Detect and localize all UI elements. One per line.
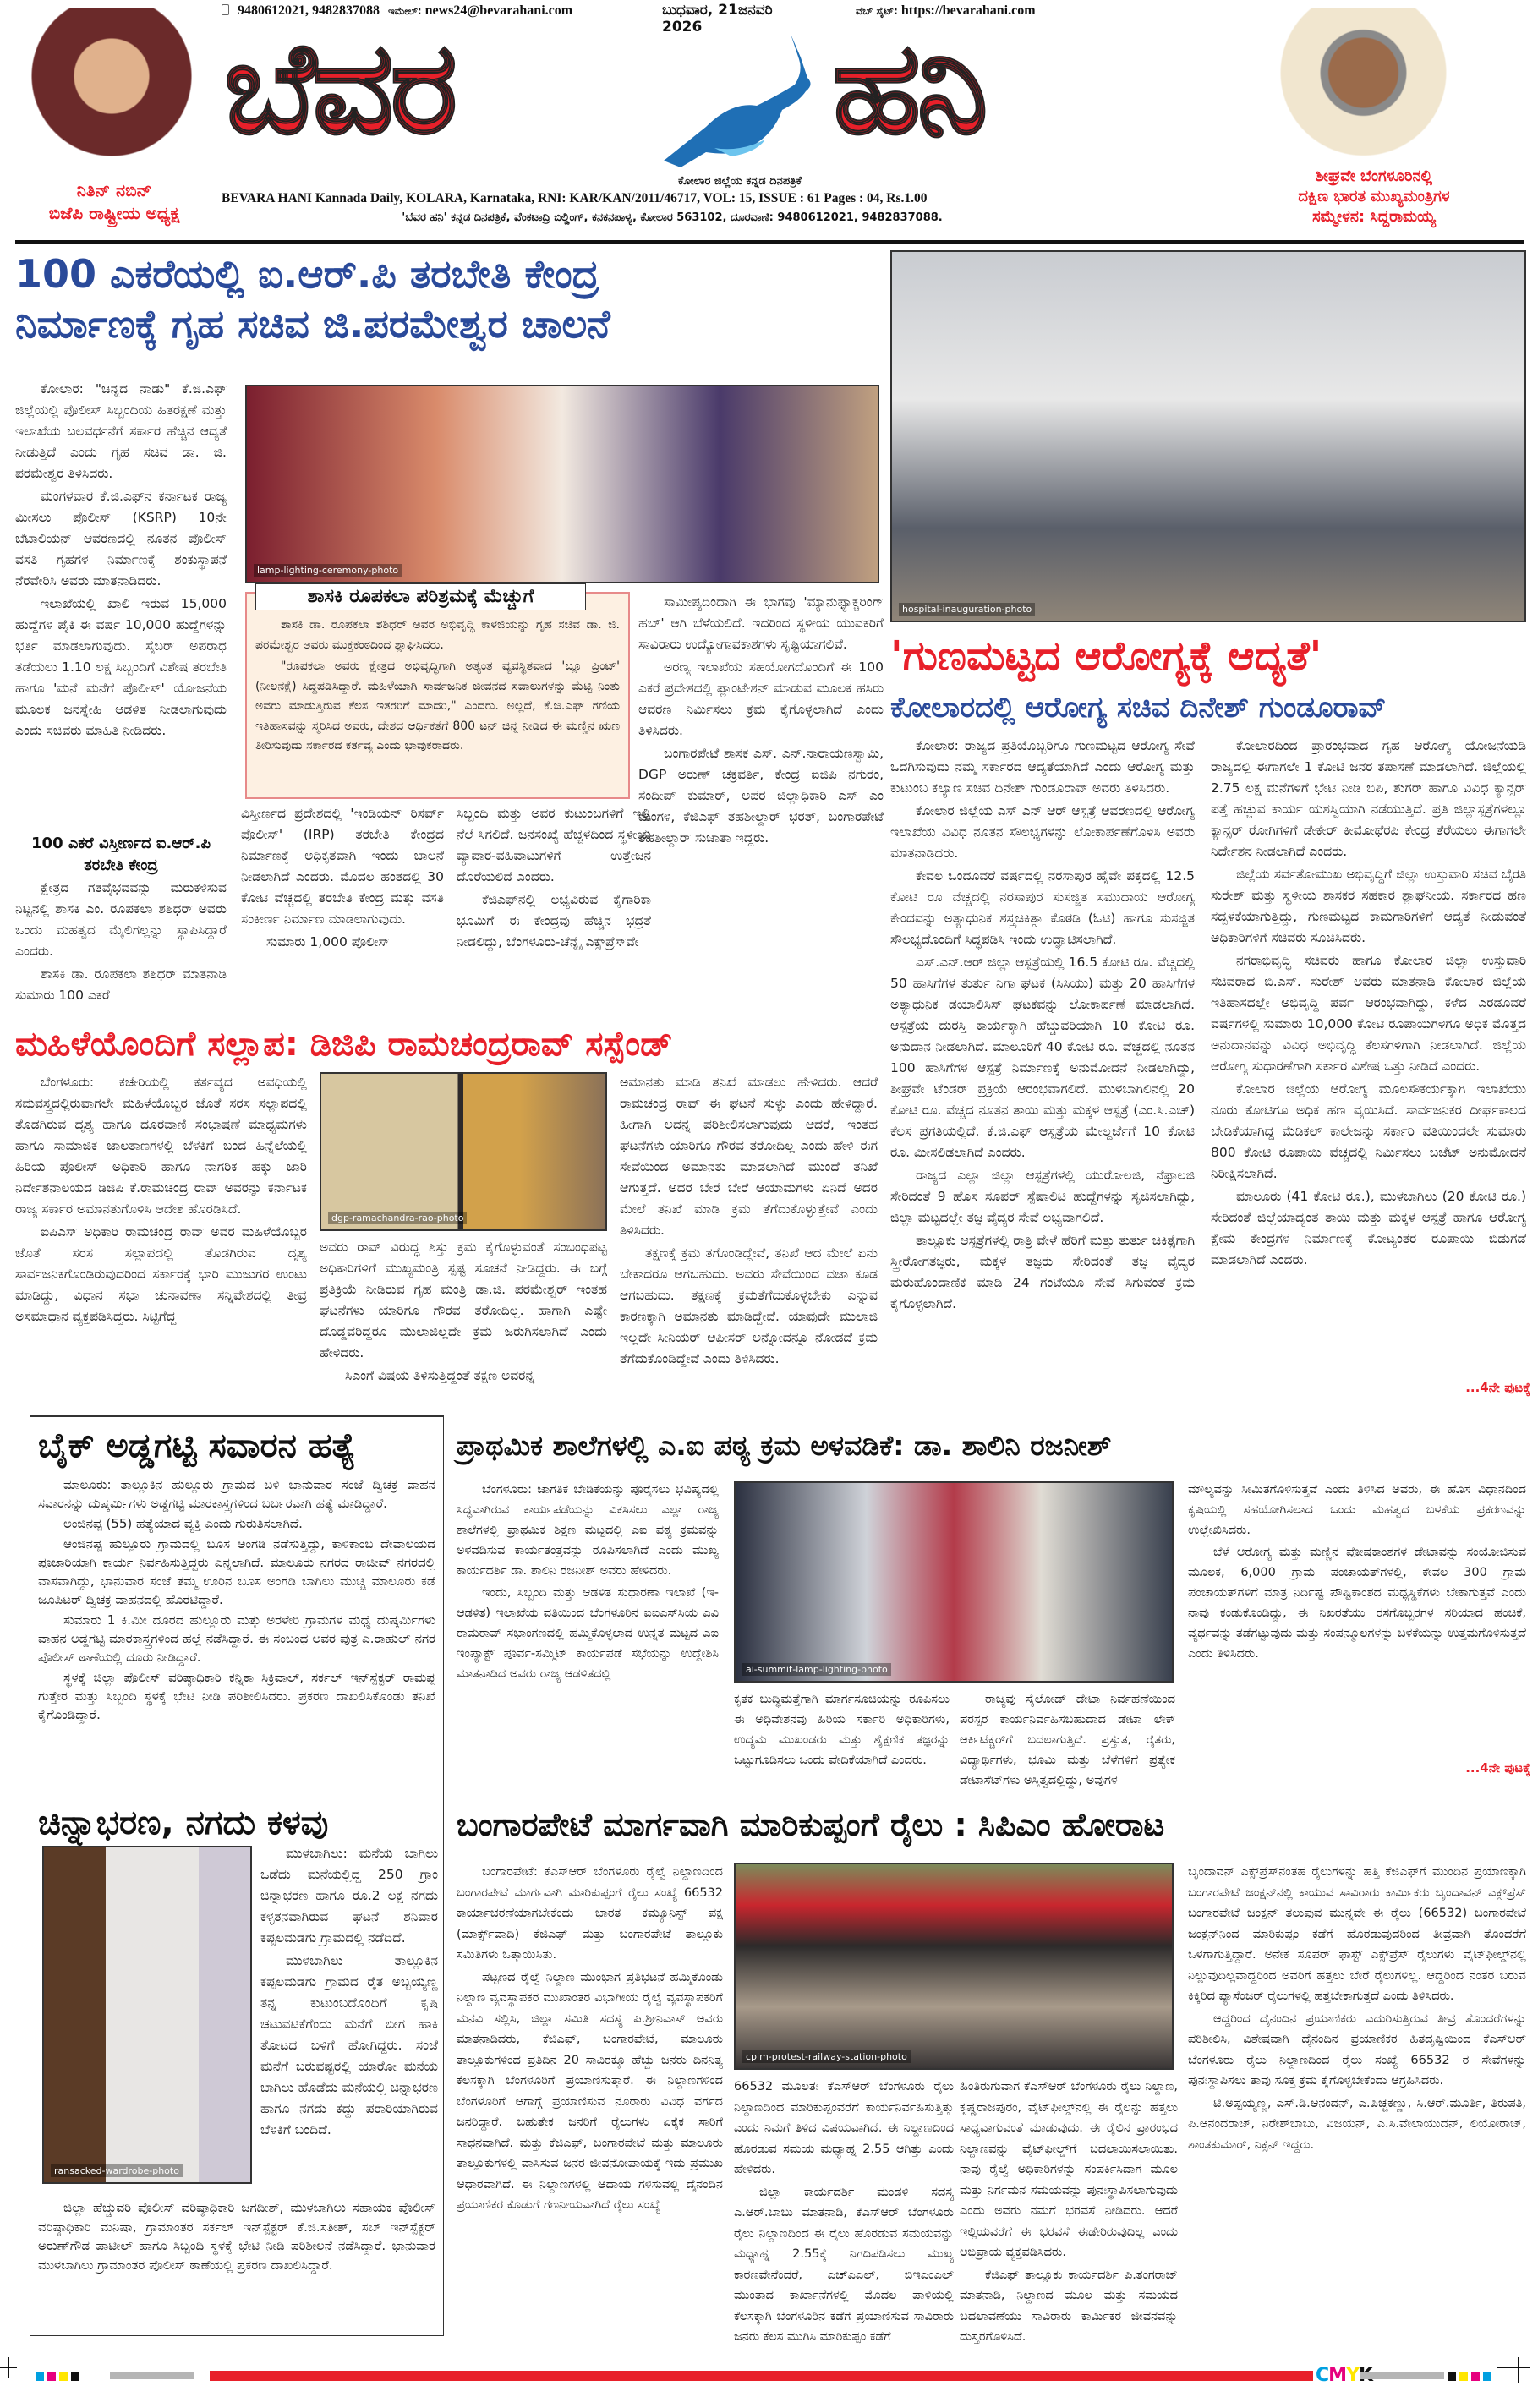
paragraph: ಅಂಜಿನಪ್ಪ (55) ಹತ್ಯೆಯಾದ ವ್ಯಕ್ತಿ ಎಂದು ಗುರುತಿಸಲಾಗಿದೆ.	[63, 1516, 303, 1531]
newspaper-title-left: ಬೆವರ	[224, 15, 455, 162]
paragraph: ಸುಮಾರು 1 ಕಿ.ಮೀ ದೂರದ ಹುಲ್ಲೂರು ಮತ್ತು ಅರಳೇರಿ ಗ್ರಾಮಗಳ ಮಧ್ಯೆ ದುಷ್ಕರ್ಮಿಗಳು ವಾಹನ ಅಡ್ಡಗಟ್ಟಿ ಮಾರಕಾಸ್ತ್ರಗಳಿಂದ ಹಲ್ಲೆ ನಡೆಸಿದ್ದಾರೆ. ಈ ಸಂಬಂಧ ಅವರ ಪುತ್ರ ಎ.ರಾಹುಲ್ ನಗರ ಪೊಲೀಸ್ ಠಾಣೆಯಲ್ಲಿ ದೂರು ನೀಡಿದ್ದಾರೆ.	[38, 1612, 435, 1665]
paragraph: ಮುಳಬಾಗಿಲು ತಾಲ್ಲೂಕಿನ ಕಪ್ಪಲಮಡಗು ಗ್ರಾಮದ ರೈತ ಅಬ್ಬಯ್ಯಣ್ಣ ತನ್ನ ಕುಟುಂಬದೊಂದಿಗೆ ಕೃಷಿ ಚಟುವಟಿಕೆಗೆಂದು ಮನೆಗೆ ಬೀಗ ಹಾಕಿ ತೋಟದ ಬಳಿಗೆ ಹೋಗಿದ್ದರು. ಸಂಜೆ ಮನೆಗೆ ಬರುವಷ್ಟರಲ್ಲಿ ಯಾರೋ ಮನೆಯ ಬಾಗಿಲು ಹೊಡೆದು ಮನೆಯಲ್ಲಿ ಚಿನ್ನಾಭರಣ ಹಾಗೂ ನಗದು ಕದ್ದು ಪರಾರಿಯಾಗಿರುವ ಬೆಳಕಿಗೆ ಬಂದಿದೆ.	[260, 1953, 438, 2137]
color-swatch-black	[71, 2372, 79, 2381]
health-headline-line2: ಕೋಲಾರದಲ್ಲಿ ಆರೋಗ್ಯ ಸಚಿವ ದಿನೇಶ್ ಗುಂಡೂರಾವ್	[890, 691, 1387, 725]
paragraph: ಬಂಗಾರಪೇಟೆ ಶಾಸಕ ಎಸ್. ಎನ್.ನಾರಾಯಣಸ್ವಾಮಿ, DGP ಅರುಣ್ ಚಕ್ರವರ್ತಿ, ಕೇಂದ್ರ ಐಜಿಪಿ ನಗುರಂ, ಸಂದೀಪ್ ಕುಮಾರ್, ಅಪರ ಜಿಲ್ಲಾಧಿಕಾರಿ ಎಸ್ ಎಂ ಮಂಗಳ, ಕೆಜಿಎಫ್ ತಹಶೀಲ್ದಾರ್ ಭರತ್, ಬಂಗಾರಪೇಟೆ ತಹಶೀಲ್ದಾರ್ ಸುಜಾತಾ ಇದ್ದರು.	[638, 746, 884, 846]
health-column-2	[1211, 736, 1526, 1378]
ai-column-3	[960, 1689, 1175, 1787]
paragraph: ವಿಸ್ತೀರ್ಣದ ಪ್ರದೇಶದಲ್ಲಿ 'ಇಂಡಿಯನ್ ರಿಸರ್ವ್ ಪೊಲೀಸ್' (IRP) ತರಬೇತಿ ಕೇಂದ್ರದ ನಿರ್ಮಾಣಕ್ಕೆ ಅಧಿಕೃತವಾಗಿ ಇಂದು ಚಾಲನೆ ನೀಡಲಾಗಿದೆ ಎಂದರು. ಮೊದಲ ಹಂತದಲ್ಲಿ 30 ಕೋಟಿ ವೆಚ್ಚದಲ್ಲಿ ತರಬೇತಿ ಕೇಂದ್ರ ಮತ್ತು ವಸತಿ ಸಂಕೀರ್ಣ ನಿರ್ಮಾಣ ಮಾಡಲಾಗುವುದು.	[241, 806, 444, 927]
paragraph: ಶಾಸಕಿ ಡಾ. ರೂಪಕಲಾ ಶಶಿಧರ್ ಅವರ ಅಭಿವೃದ್ಧಿ ಕಾಳಜಿಯನ್ನು ಗೃಹ ಸಚಿವ ಡಾ. ಜಿ. ಪರಮೇಶ್ವರ ಅವರು ಮುಕ್ತಕಂಠದಿಂದ ಶ್ಲಾಘಿಸಿದರು.	[255, 618, 620, 652]
photo-caption: hospital-inauguration-photo	[899, 603, 1035, 616]
paragraph: ಹಿಂತಿರುಗುವಾಗ ಕೆಎಸ್‌ಆರ್ ಬೆಂಗಳೂರು ರೈಲು ನಿಲ್ದಾಣ, ಕೃಷ್ಣರಾಜಪುರಂ, ವೈಟ್‌ಫೀಲ್ಡ್‌ನಲ್ಲಿ ಈ ರೈಲನ್ನು ಹತ್ತಲು ಸಾಧ್ಯವಾಗುವಂತೆ ಮಾಡುವುದು. ಈ ರೈಲಿನ ಪ್ರಾರಂಭದ ನಿಲ್ದಾಣವನ್ನು ವೈಟ್‌ಫೀಲ್ಡ್‌ಗೆ ಬದಲಾಯಿಸಲಾಯಿತು. ನಾವು ರೈಲ್ವೆ ಅಧಿಕಾರಿಗಳನ್ನು ಸಂಪರ್ಕಿಸಿದಾಗ ಮೂಲ ಮತ್ತು ನಿರ್ಗಮನ ಸಮಯವನ್ನು ಪುನಃಸ್ಥಾಪಿಸಲಾಗುವುದು ಎಂದು ಅವರು ನಮಗೆ ಭರವಸೆ ನೀಡಿದರು. ಆದರೆ ಇಲ್ಲಿಯವರೆಗೆ ಈ ಭರವಸೆ ಈಡೇರಿರುವುದಿಲ್ಲ ಎಂದು ಅಭಿಪ್ರಾಯ ವ್ಯಕ್ತಪಡಿಸಿದರು.	[960, 2080, 1178, 2259]
paragraph: ಪಟ್ಟಣದ ರೈಲ್ವೆ ನಿಲ್ದಾಣ ಮುಂಭಾಗ ಪ್ರತಿಭಟನೆ ಹಮ್ಮಿಕೊಂಡು ನಿಲ್ದಾಣ ವ್ಯವಸ್ಥಾಪಕರ ಮುಖಾಂತರ ವಿಭಾಗೀಯ ರೈಲ್ವೆ ವ್ಯವಸ್ಥಾಪಕರಿಗೆ ಮನವಿ ಸಲ್ಲಿಸಿ, ಜಿಲ್ಲಾ ಸಮಿತಿ ಸದಸ್ಯ ಪಿ.ಶ್ರೀನಿವಾಸ್ ಅವರು ಮಾತನಾಡಿದರು, ಕೆಜಿಎಫ್, ಬಂಗಾರಪೇಟೆ, ಮಾಲೂರು ತಾಲ್ಲೂಕುಗಳಿಂದ ಪ್ರತಿದಿನ 20 ಸಾವಿರಕ್ಕೂ ಹೆಚ್ಚು ಜನರು ದಿನನಿತ್ಯ ಕೆಲಸಕ್ಕಾಗಿ ಬೆಂಗಳೂರಿಗೆ ಪ್ರಯಾಣಿಸುತ್ತಾರೆ. ಈ ನಿಲ್ದಾಣಗಳಿಂದ ಬೆಂಗಳೂರಿಗೆ ಆಗಾಗ್ಗೆ ಪ್ರಯಾಣಿಸುವ ನೂರಾರು ವಿವಿಧ ವರ್ಗದ ಜನರಿದ್ದಾರೆ. ಬಹುತೇಕ ಜನರಿಗೆ ರೈಲುಗಳು ಏಕೈಕ ಸಾರಿಗೆ ಸಾಧನವಾಗಿದೆ. ಮತ್ತು ಕೆಜಿಎಫ್, ಬಂಗಾರಪೇಟೆ ಮತ್ತು ಮಾಲೂರು ತಾಲ್ಲೂಕುಗಳಲ್ಲಿ ವಾಸಿಸುವ ಜನರ ಜೀವನೋಪಾಯಕ್ಕೆ ಇದು ಪ್ರಮುಖ ಆಧಾರವಾಗಿದೆ. ಈ ನಿಲ್ದಾಣಗಳಲ್ಲಿ ಆದಾಯ ಗಳಿಸುವಲ್ಲಿ ದೈನಂದಿನ ಪ್ರಯಾಣಿಕರ ಕೊಡುಗೆ ಗಣನೀಯವಾಗಿದೆ ರೈಲು ಸಂಖ್ಯೆ	[457, 1970, 723, 2212]
paragraph: ಆಂಜಿನಪ್ಪ ಹುಲ್ಲೂರು ಗ್ರಾಮದಲ್ಲಿ ಬೂಸ ಅಂಗಡಿ ನಡೆಸುತ್ತಿದ್ದು, ಕಾಳಿಕಾಂಬ ದೇವಾಲಯದ ಪೂಜಾರಿಯಾಗಿ ಕಾರ್ಯ ನಿರ್ವಹಿಸುತ್ತಿದ್ದರು ಎನ್ನಲಾಗಿದೆ. ಮಾಲೂರು ನಗರದ ರಾಜೀವ್ ನಗರದಲ್ಲಿ ವಾಸವಾಗಿದ್ದು, ಭಾನುವಾರ ಸಂಜೆ ತಮ್ಮ ಊರಿನ ಬೂಸ ಅಂಗಡಿ ಬಾಗಿಲು ಮುಚ್ಚಿ ಮಾಲೂರು ಕಡೆ ಜೂಪಿಟರ್ ದ್ವಿಚಕ್ರ ವಾಹನದಲ್ಲಿ ಹೊರಟಿದ್ದಾರೆ.	[38, 1536, 435, 1607]
color-swatch-cyan-r	[1483, 2372, 1491, 2381]
crop-mark-right-vertical	[1518, 2357, 1519, 2383]
paragraph: ಕೋಲಾರದಿಂದ ಪ್ರಾರಂಭವಾದ ಗೃಹ ಆರೋಗ್ಯ ಯೋಜನೆಯಡಿ ರಾಜ್ಯದಲ್ಲಿ ಈಗಾಗಲೇ 1 ಕೋಟಿ ಜನರ ತಪಾಸಣೆ ಮಾಡಲಾಗಿದೆ. ಜಿಲ್ಲೆಯಲ್ಲಿ 2.75 ಲಕ್ಷ ಮನೆಗಳಿಗೆ ಭೇಟಿ ನೀಡಿ ಬಿಪಿ, ಶುಗರ್ ಹಾಗೂ ವಿವಿಧ ಕ್ಯಾನ್ಸರ್ ಪತ್ತೆ ಹಚ್ಚುವ ಕಾರ್ಯ ಯಶಸ್ವಿಯಾಗಿ ನಡೆಯುತ್ತಿದೆ. ಪ್ರತಿ ಜಿಲ್ಲಾಸ್ಪತ್ರೆಗಳಲ್ಲೂ ಕ್ಯಾನ್ಸರ್ ರೋಗಿಗಳಿಗೆ ಡೇಕೇರ್ ಕೀಮೋಥೆರಪಿ ಕೇಂದ್ರ ತೆರೆಯಲು ಈಗಾಗಲೇ ನಿರ್ದೇಶನ ನೀಡಲಾಗಿದೆ ಎಂದರು.	[1211, 738, 1526, 859]
paragraph: ಕೃತಕ ಬುದ್ಧಿಮತ್ತೆಗಾಗಿ ಮಾರ್ಗಸೂಚಿಯನ್ನು ರೂಪಿಸಲು ಈ ಅಧಿವೇಶನವು ಹಿರಿಯ ಸರ್ಕಾರಿ ಅಧಿಕಾರಿಗಳು, ಉದ್ಯಮ ಮುಖಂಡರು ಮತ್ತು ಶೈಕ್ಷಣಿಕ ತಜ್ಞರನ್ನು ಒಟ್ಟುಗೂಡಿಸಲು ಒಂದು ವೇದಿಕೆಯಾಗಿದೆ ಎಂದರು.	[734, 1693, 950, 1767]
paragraph: ಕೋಲಾರ ಜಿಲ್ಲೆಯ ಆರೋಗ್ಯ ಮೂಲಸೌಕರ್ಯಕ್ಕಾಗಿ ಇಲಾಖೆಯು ನೂರು ಕೋಟಿಗೂ ಅಧಿಕ ಹಣ ವ್ಯಯಿಸಿದೆ. ಸಾರ್ವಜನಿಕರ ದೀರ್ಘಕಾಲದ ಬೇಡಿಕೆಯಾಗಿದ್ದ ಮೆಡಿಕಲ್ ಕಾಲೇಜನ್ನು ಸರ್ಕಾರಿ ವತಿಯಿಂದಲೇ ಸುಮಾರು 800 ಕೋಟಿ ರೂಪಾಯಿ ವೆಚ್ಚದಲ್ಲಿ ನಿರ್ಮಿಸಲು ಬಜೆಟ್ ಅನುಮೋದನೆ ನಿರೀಕ್ಷಿಸಲಾಗಿದೆ.	[1211, 1081, 1526, 1181]
irp-headline-line2: ನಿರ್ಮಾಣಕ್ಕೆ ಗೃಹ ಸಚಿವ ಜಿ.ಪರಮೇಶ್ವರ ಚಾಲನೆ	[15, 301, 610, 347]
crop-mark-right	[1497, 2367, 1530, 2368]
color-swatch-yellow	[59, 2372, 68, 2381]
photo-caption: ai-summit-lamp-lighting-photo	[742, 1663, 891, 1676]
cmyk-label: CMY	[1316, 2365, 1359, 2386]
paragraph: ಅವರು ರಾವ್ ವಿರುದ್ಧ ಶಿಸ್ತು ಕ್ರಮ ಕೈಗೊಳ್ಳುವಂತೆ ಸಂಬಂಧಪಟ್ಟ ಅಧಿಕಾರಿಗಳಿಗೆ ಮುಖ್ಯಮಂತ್ರಿ ಸ್ಪಷ್ಟ ಸೂಚನೆ ನೀಡಿದ್ದರು. ಈ ಬಗ್ಗೆ ಪ್ರತಿಕ್ರಿಯೆ ನೀಡಿರುವ ಗೃಹ ಮಂತ್ರಿ ಡಾ.ಜಿ. ಪರಮೇಶ್ವರ್ ಇಂತಹ ಘಟನೆಗಳು ಯಾರಿಗೂ ಗೌರವ ತರೋದಿಲ್ಲ. ಹಾಗಾಗಿ ಎಷ್ಟೇ ದೊಡ್ಡವರಿದ್ದರೂ ಮುಲಾಜಿಲ್ಲದೇ ಕ್ರಮ ಜರುಗಿಸಲಾಗಿದೆ ಎಂದು ಹೇಳಿದರು.	[320, 1240, 607, 1360]
paragraph: ಮಾಲೂರು: ತಾಲ್ಲೂಕಿನ ಹುಲ್ಲೂರು ಗ್ರಾಮದ ಬಳಿ ಭಾನುವಾರ ಸಂಜೆ ದ್ವಿಚಕ್ರ ವಾಹನ ಸವಾರನನ್ನು ದುಷ್ಕರ್ಮಿಗಳು ಅಡ್ಡಗಟ್ಟಿ ಮಾರಕಾಸ್ತ್ರಗಳಿಂದ ಬರ್ಬರವಾಗಿ ಹತ್ಯೆ ಮಾಡಿದ್ದಾರೆ.	[38, 1477, 435, 1511]
photo-caption: lamp-lighting-ceremony-photo	[254, 564, 402, 577]
email-address[interactable]: news24@bevarahani.com	[424, 3, 573, 18]
irp-column-1b	[15, 878, 227, 1017]
paragraph: ರಾಜ್ಯದ ಎಲ್ಲಾ ಜಿಲ್ಲಾ ಆಸ್ಪತ್ರೆಗಳಲ್ಲಿ ಯುರೋಲಜಿ, ನೆಫ್ರಾಲಜಿ ಸೇರಿದಂತೆ 9 ಹೊಸ ಸೂಪರ್ ಸ್ಪೆಷಾಲಿಟಿ ಹುದ್ದೆಗಳನ್ನು ಸೃಜಿಸಲಾಗಿದ್ದು, ಜಿಲ್ಲಾ ಮಟ್ಟದಲ್ಲೇ ತಜ್ಞ ವೈದ್ಯರ ಸೇವೆ ಲಭ್ಯವಾಗಲಿದೆ.	[890, 1168, 1195, 1225]
paragraph: ಸಾಮೀಪ್ಯದಿಂದಾಗಿ ಈ ಭಾಗವು 'ಮ್ಯಾನುಫ್ಯಾಕ್ಚರಿಂಗ್ ಹಬ್' ಆಗಿ ಬೆಳೆಯಲಿದೆ. ಇದರಿಂದ ಸ್ಥಳೀಯ ಯುವಕರಿಗೆ ಸಾವಿರಾರು ಉದ್ಯೋಗಾವಕಾಶಗಳು ಸೃಷ್ಟಿಯಾಗಲಿವೆ.	[638, 594, 884, 652]
color-swatch-magenta-r	[1471, 2372, 1480, 2381]
paragraph: ಜಿಲ್ಲೆಯ ಸರ್ವತೋಮುಖ ಅಭಿವೃದ್ಧಿಗೆ ಜಿಲ್ಲಾ ಉಸ್ತುವಾರಿ ಸಚಿವ ಬೈರತಿ ಸುರೇಶ್ ಮತ್ತು ಸ್ಥಳೀಯ ಶಾಸಕರ ಸಹಕಾರ ಶ್ಲಾಘನೀಯ. ಸರ್ಕಾರದ ಹಣ ಸದ್ಬಳಕೆಯಾಗುತ್ತಿದ್ದು, ಗುಣಮಟ್ಟದ ಕಾಮಗಾರಿಗಳಿಗೆ ಆದ್ಯತೆ ನೀಡುವಂತೆ ಅಧಿಕಾರಿಗಳಿಗೆ ಸಚಿವರು ಸೂಚಿಸಿದರು.	[1211, 867, 1526, 945]
dgp-column-1	[15, 1072, 307, 1402]
paragraph: ಬೆಂಗಳೂರು: ಕಚೇರಿಯಲ್ಲಿ ಕರ್ತವ್ಯದ ಅವಧಿಯಲ್ಲಿ ಸಮವಸ್ತ್ರದಲ್ಲಿರುವಾಗಲೇ ಮಹಿಳೆಯೊಬ್ಬರ ಜೊತೆ ಸರಸ ಸಲ್ಲಾಪದಲ್ಲಿ ತೊಡಗಿರುವ ದೃಶ್ಯ ಹಾಗೂ ದೂರವಾಣಿ ಸಂಭಾಷಣೆ ಮಾಧ್ಯಮಗಳು ಹಾಗೂ ಸಾಮಾಜಿಕ ಜಾಲತಾಣಗಳಲ್ಲಿ ಬೆಳಕಿಗೆ ಬಂದ ಹಿನ್ನೆಲೆಯಲ್ಲಿ ಹಿರಿಯ ಪೊಲೀಸ್ ಅಧಿಕಾರಿ ಹಾಗೂ ನಾಗರಿಕ ಹಕ್ಕು ಜಾರಿ ನಿರ್ದೇಶನಾಲಯದ ಡಿಜಿಪಿ ಕೆ.ರಾಮಚಂದ್ರ ರಾವ್ ಅವರನ್ನು ಕರ್ನಾಟಕ ರಾಜ್ಯ ಸರ್ಕಾರ ಅಮಾನತುಗೊಳಿಸಿ ಆದೇಶ ಹೊರಡಿಸಿದೆ.	[15, 1075, 307, 1217]
paragraph: ಆದ್ದರಿಂದ ದೈನಂದಿನ ಪ್ರಯಾಣಿಕರು ಎದುರಿಸುತ್ತಿರುವ ತೀವ್ರ ತೊಂದರೆಗಳನ್ನು ಪರಿಶೀಲಿಸಿ, ವಿಶೇಷವಾಗಿ ದೈನಂದಿನ ಪ್ರಯಾಣಿಕರ ಹಿತದೃಷ್ಟಿಯಿಂದ ಕೆಎಸ್‌ಆರ್ ಬೆಂಗಳೂರು ರೈಲು ನಿಲ್ದಾಣದಿಂದ ರೈಲು ಸಂಖ್ಯೆ 66532 ರ ಸೇವೆಗಳನ್ನು ಪುನಃಸ್ಥಾಪಿಸಲು ತಾವು ಸೂಕ್ತ ಕ್ರಮ ಕೈಗೊಳ್ಳಬೇಕೆಂದು ಆಗ್ರಹಿಸಿದರು.	[1188, 2011, 1526, 2088]
bike-body	[38, 1475, 435, 1792]
paragraph: ಬಂಗಾರಪೇಟೆ: ಕೆಎಸ್‌ಆರ್ ಬೆಂಗಳೂರು ರೈಲ್ವೆ ನಿಲ್ದಾಣದಿಂದ ಬಂಗಾರಪೇಟೆ ಮಾರ್ಗವಾಗಿ ಮಾರಿಕುಪ್ಪಂಗೆ ರೈಲು ಸಂಖ್ಯೆ 66532 ಕಾರ್ಯಾಚರಣೆಯಾಗಬೇಕೆಂದು ಭಾರತ ಕಮ್ಯೂನಿಸ್ಟ್ ಪಕ್ಷ (ಮಾರ್ಕ್ಸ್‌ವಾದಿ) ಕೆಜಿಎಫ್ ಮತ್ತು ಬಂಗಾರಪೇಟೆ ತಾಲ್ಲೂಕು ಸಮಿತಿಗಳು ಒತ್ತಾಯಿಸಿತು.	[457, 1865, 723, 1962]
antelope-logo-icon	[655, 25, 824, 173]
paragraph: ಸಿಬ್ಬಂದಿ ಮತ್ತು ಅವರ ಕುಟುಂಬಗಳಿಗೆ ಇಲ್ಲಿ ನೆಲೆ ಸಿಗಲಿದೆ. ಜನಸಂಖ್ಯೆ ಹೆಚ್ಚಳದಿಂದ ಸ್ಥಳೀಯ ವ್ಯಾಪಾರ-ವಹಿವಾಟುಗಳಿಗೆ ಉತ್ತೇಜನ ದೊರೆಯಲಿದೆ ಎಂದರು.	[457, 806, 651, 884]
newspaper-title-right: ಹನಿ	[833, 15, 985, 162]
paragraph: ಕೋಲಾರ: ರಾಜ್ಯದ ಪ್ರತಿಯೊಬ್ಬರಿಗೂ ಗುಣಮಟ್ಟದ ಆರೋಗ್ಯ ಸೇವೆ ಒದಗಿಸುವುದು ನಮ್ಮ ಸರ್ಕಾರದ ಆದ್ಯತೆಯಾಗಿದೆ ಎಂದು ಆರೋಗ್ಯ ಮತ್ತು ಕುಟುಂಬ ಕಲ್ಯಾಣ ಸಚಿವ ದಿನೇಶ್ ಗುಂಡೂರಾವ್ ಅವರು ತಿಳಿಸಿದರು.	[890, 738, 1195, 796]
paragraph: ಬೆಳೆ ಆರೋಗ್ಯ ಮತ್ತು ಮಣ್ಣಿನ ಪೋಷಕಾಂಶಗಳ ಡೇಟಾವನ್ನು ಸಂಯೋಜಿಸುವ ಮೂಲಕ, 6,000 ಗ್ರಾಮ ಪಂಚಾಯತ್‌ಗಳಲ್ಲಿ, ಕೇವಲ 300 ಗ್ರಾಮ ಪಂಚಾಯತ್‌ಗಳಿಗೆ ಮಾತ್ರ ನಿರ್ದಿಷ್ಟ ಪೌಷ್ಟಿಕಾಂಶದ ಮಧ್ಯಸ್ಥಿಕೆಗಳು ಬೇಕಾಗುತ್ತವೆ ಎಂದು ನಾವು ಕಂಡುಕೊಂಡಿದ್ದು, ಈ ನಿಖರತೆಯು ರಸಗೊಬ್ಬರಗಳ ಸರಿಯಾದ ಹಂಚಿಕೆ, ವ್ಯರ್ಥವನ್ನು ತಡೆಗಟ್ಟುವುದು ಮತ್ತು ಸಂಪನ್ಮೂಲಗಳನ್ನು ಬಳಕೆಯನ್ನು ಉತ್ತಮಗೊಳಿಸುತ್ತದೆ ಎಂದು ತಿಳಿಸಿದರು.	[1188, 1546, 1526, 1661]
train-column-2	[734, 2077, 954, 2344]
bike-headline: ಬೈಕ್ ಅಡ್ಡಗಟ್ಟಿ ಸವಾರನ ಹತ್ಯೆ	[38, 1426, 356, 1465]
paragraph: ರಾಜ್ಯವು ಸೈಲೋಡ್ ಡೇಟಾ ನಿರ್ವಹಣೆಯಿಂದ ಪರಸ್ಪರ ಕಾರ್ಯನಿರ್ವಹಿಸಬಹುದಾದ ಡೇಟಾ ಲೇಕ್ ಆರ್ಕಿಟೆಕ್ಚರ್‌ಗೆ ಬದಲಾಗುತ್ತಿದೆ. ಪ್ರಸ್ತುತ, ರೈತರು, ವಿದ್ಯಾರ್ಥಿಗಳು, ಭೂಮಿ ಮತ್ತು ಬೆಳೆಗಳಿಗೆ ಪ್ರತ್ಯೇಕ ಡೇಟಾಸೆಟ್‌ಗಳು ಅಸ್ತಿತ್ವದಲ್ಲಿದ್ದು, ಅವುಗಳ	[960, 1693, 1175, 1787]
registration-line: BEVARA HANI Kannada Daily, KOLARA, Karnataka, RNI: KAR/KAN/2011/46717, VOL: 15, ISSUE : 61 Pages : 04, Rs.1.00	[222, 191, 928, 205]
website-label: ವೆಬ್ ಸೈಟ್:	[856, 5, 898, 17]
paragraph: 66532 ಮೂಲತಃ ಕೆಎಸ್‌ಆರ್ ಬೆಂಗಳೂರು ರೈಲು ನಿಲ್ದಾಣದಿಂದ ಮಾರಿಕುಪ್ಪಂವರೆಗೆ ಕಾರ್ಯನಿರ್ವಹಿಸುತ್ತಿತ್ತು ಎಂದು ನಿಮಗೆ ತಿಳಿದ ವಿಷಯವಾಗಿದೆ. ಈ ನಿಲ್ದಾಣದಿಂದ ಹೊರಡುವ ಸಮಯ ಮಧ್ಯಾಹ್ನ 2.55 ಆಗಿತ್ತು ಎಂದು ಹೇಳಿದರು.	[734, 2080, 954, 2176]
paragraph: ಇಲಾಖೆಯಲ್ಲಿ ಖಾಲಿ ಇರುವ 15,000 ಹುದ್ದೆಗಳ ಪೈಕಿ ಈ ವರ್ಷ 10,000 ಹುದ್ದೆಗಳನ್ನು ಭರ್ತಿ ಮಾಡಲಾಗುವುದು. ಸೈಬರ್ ಅಪರಾಧ ತಡೆಯಲು 1.10 ಲಕ್ಷ ಸಿಬ್ಬಂದಿಗೆ ವಿಶೇಷ ತರಬೇತಿ ಹಾಗೂ 'ಮನೆ ಮನೆಗೆ ಪೊಲೀಸ್' ಯೋಜನೆಯ ಮೂಲಕ ಜನಸ್ನೇಹಿ ಆಡಳಿತ ನೀಡಲಾಗುವುದು ಎಂದು ಸಚಿವರು ಮಾಹಿತಿ ನೀಡಿದರು.	[15, 596, 227, 738]
right-ear-line3: ಸಮ್ಮೇಳನ: ಸಿದ್ದರಾಮಯ್ಯ	[1312, 208, 1436, 226]
irp-sidebar-box	[245, 586, 630, 799]
paragraph: ಬೆಂಗಳೂರು: ಜಾಗತಿಕ ಬೇಡಿಕೆಯನ್ನು ಪೂರೈಸಲು ಭವಿಷ್ಯದಲ್ಲಿ ಸಿದ್ಧವಾಗಿರುವ ಕಾರ್ಯಪಡೆಯನ್ನು ವಿಕಸಿಸಲು ಎಲ್ಲಾ ರಾಜ್ಯ ಶಾಲೆಗಳಲ್ಲಿ ಪ್ರಾಥಮಿಕ ಶಿಕ್ಷಣ ಮಟ್ಟದಲ್ಲಿ ಎಐ ಪಠ್ಯ ಕ್ರಮವನ್ನು ಅಳವಡಿಸುವ ಕಾರ್ಯತಂತ್ರವನ್ನು ರೂಪಿಸಲಾಗಿದೆ ಎಂದು ಮುಖ್ಯ ಕಾರ್ಯದರ್ಶಿ ಡಾ. ಶಾಲಿನಿ ರಜನೀಶ್ ಅವರು ಹೇಳಿದರು.	[457, 1483, 719, 1578]
health-event-photo	[890, 250, 1526, 622]
photo-caption: dgp-ramachandra-rao-photo	[328, 1212, 467, 1224]
photo-caption: ransacked-wardrobe-photo	[51, 2164, 183, 2177]
right-ear-line2: ದಕ್ಷಿಣ ಭಾರತ ಮುಖ್ಯಮಂತ್ರಿಗಳ	[1298, 188, 1450, 205]
photo-caption: cpim-protest-railway-station-photo	[742, 2050, 911, 2063]
theft-headline: ಚಿನ್ನಾಭರಣ, ನಗದು ಕಳವು	[38, 1803, 329, 1842]
dgp-column-3	[620, 1072, 878, 1402]
train-protest-photo	[734, 1863, 1174, 2070]
paragraph: ಜಿಲ್ಲಾ ಕಾರ್ಯದರ್ಶಿ ಮಂಡಳಿ ಸದಸ್ಯ ಎ.ಆರ್.ಬಾಬು ಮಾತನಾಡಿ, ಕೆಎಸ್‌ಆರ್ ಬೆಂಗಳೂರು ರೈಲು ನಿಲ್ದಾಣದಿಂದ ಈ ರೈಲು ಹೊರಡುವ ಸಮಯವನ್ನು ಮಧ್ಯಾಹ್ನ 2.55ಕ್ಕೆ ನಿಗದಿಪಡಿಸಲು ಮುಖ್ಯ ಕಾರಣವೇನೆಂದರೆ, ಎಚ್‌ಎಎಲ್, ಬಿಇಎಂಎಲ್ ಮುಂತಾದ ಕಾರ್ಖಾನೆಗಳಲ್ಲಿ ಮೊದಲ ಪಾಳಿಯಲ್ಲಿ ಕೆಲಸಕ್ಕಾಗಿ ಬೆಂಗಳೂರಿನ ಕಡೆಗೆ ಪ್ರಯಾಣಿಸುವ ಸಾವಿರಾರು ಜನರು ಕೆಲಸ ಮುಗಿಸಿ ಮಾರಿಕುಪ್ಪಂ ಕಡೆಗೆ	[734, 2185, 954, 2344]
ai-column-1	[457, 1480, 719, 1759]
paragraph: ಅಮಾನತು ಮಾಡಿ ತನಿಖೆ ಮಾಡಲು ಹೇಳಿದರು. ಆದರೆ ರಾಮಚಂದ್ರ ರಾವ್ ಈ ಘಟನೆ ಸುಳ್ಳು ಎಂದು ಹೇಳಿದ್ದಾರೆ. ಹೀಗಾಗಿ ಅದನ್ನ ಪರಿಶೀಲಿಸಲಾಗುವುದು ಆದರೆ, ಇಂತಹ ಘಟನೆಗಳು ಯಾರಿಗೂ ಗೌರವ ತರೋದಿಲ್ಲ ಎಂದು ಹೇಳಿ ಈಗ ಸೇವೆಯಿಂದ ಅಮಾನತು ಮಾಡಲಾಗಿದೆ ಮುಂದೆ ತನಿಖೆ ಆಗುತ್ತದೆ. ಅದರ ಬೇರೆ ಬೇರೆ ಆಯಾಮಗಳು ಏನಿದೆ ಅದರ ಮೇಲೆ ತನಿಖೆ ಮಾಡಿ ಕ್ರಮ ತೆಗೆದುಕೊಳ್ಳುತ್ತೇವೆ ಎಂದು ತಿಳಿಸಿದರು.	[620, 1075, 878, 1238]
paragraph: ಕೋಲಾರ: "ಚಿನ್ನದ ನಾಡು" ಕೆ.ಜಿ.ಎಫ್ ಜಿಲ್ಲೆಯಲ್ಲಿ ಪೊಲೀಸ್ ಸಿಬ್ಬಂದಿಯ ಹಿತರಕ್ಷಣೆ ಮತ್ತು ಇಲಾಖೆಯ ಬಲವರ್ಧನೆಗೆ ಸರ್ಕಾರ ಹೆಚ್ಚಿನ ಆದ್ಯತೆ ನೀಡುತ್ತಿದೆ ಎಂದು ಗೃಹ ಸಚಿವ ಡಾ. ಜಿ. ಪರಮೇಶ್ವರ ತಿಳಿಸಿದರು.	[15, 381, 227, 481]
health-continued-link[interactable]: ...4ನೇ ಪುಟಕ್ಕೆ	[1465, 1380, 1530, 1395]
ai-continued-link[interactable]: ...4ನೇ ಪುಟಕ್ಕೆ	[1465, 1760, 1530, 1776]
color-swatch-cyan	[36, 2372, 44, 2381]
theft-side-column	[260, 1843, 438, 2198]
crop-mark-left-vertical	[8, 2357, 9, 2378]
ai-headline: ಪ್ರಾಥಮಿಕ ಶಾಲೆಗಳಲ್ಲಿ ಎ.ಐ ಪಠ್ಯ ಕ್ರಮ ಅಳವಡಿಕೆ: ಡಾ. ಶಾಲಿನಿ ರಜನೀಶ್	[457, 1429, 1112, 1462]
email-label: ಇಮೇಲ್:	[388, 5, 422, 17]
paragraph: ಮುಳಬಾಗಿಲು: ಮನೆಯ ಬಾಗಿಲು ಒಡೆದು ಮನೆಯಲ್ಲಿದ್ದ 250 ಗ್ರಾಂ ಚಿನ್ನಾಭರಣ ಹಾಗೂ ರೂ.2 ಲಕ್ಷ ನಗದು ಕಳ್ಳತನವಾಗಿರುವ ಘಟನೆ ಶನಿವಾರ ಕಪ್ಪಲಮಡಗು ಗ್ರಾಮದಲ್ಲಿ ನಡೆದಿದೆ.	[260, 1846, 438, 1946]
color-swatch-magenta	[47, 2372, 56, 2381]
tagline: ಕೋಲಾರ ಜಿಲ್ಲೆಯ ಕನ್ನಡ ದಿನಪತ್ರಿಕೆ	[678, 175, 802, 188]
paragraph: ಕೇವಲ ಒಂದೂವರೆ ವರ್ಷದಲ್ಲಿ ನರಸಾಪುರ ಹೈವೇ ಪಕ್ಕದಲ್ಲಿ 12.5 ಕೋಟಿ ರೂ ವೆಚ್ಚದಲ್ಲಿ ನರಸಾಪುರ ಸುಸಜ್ಜಿತ ಸಮುದಾಯ ಆರೋಗ್ಯ ಕೇಂದವನ್ನು ಅತ್ಯಾಧುನಿಕ ಶಸ್ತ್ರಚಿಕಿತ್ಸಾ ಕೊಠಡಿ (ಓಟಿ) ಹಾಗೂ ಸುಸಜ್ಜಿತ ಸೌಲಭ್ಯದೊಂದಿಗೆ ಸಿದ್ಧಪಡಿಸಿ ಇಂದು ಉದ್ಘಾಟಿಸಲಾಗಿದೆ.	[890, 868, 1195, 947]
irp-column-3	[457, 803, 651, 1017]
paragraph: ತಕ್ಷಣಕ್ಕೆ ಕ್ರಮ ತಗೊಂಡಿದ್ದೇವೆ, ತನಿಖೆ ಆದ ಮೇಲೆ ಏನು ಬೇಕಾದರೂ ಆಗಬಹುದು. ಅವರು ಸೇವೆಯಿಂದ ವಜಾ ಕೂಡ ಆಗಬಹುದು. ತಕ್ಷಣಕ್ಕೆ ಕ್ರಮತೆಗೆದುಕೊಳ್ಳಬೇಕು ಎನ್ನುವ ಕಾರಣಕ್ಕಾಗಿ ಅಮಾನತು ಮಾಡಿದ್ದೇವೆ. ಯಾವುದೇ ಮುಲಾಜಿ ಇಲ್ಲದೇ ಸೀನಿಯರ್ ಆಫೀಸರ್ ಅನ್ನೋದನ್ನೂ ನೋಡದೆ ಕ್ರಮ ತೆಗೆದುಕೊಂಡಿದ್ದೇವೆ ಎಂದು ತಿಳಿಸಿದರು.	[620, 1245, 878, 1366]
masthead	[0, 0, 1538, 245]
irp-subhead: 100 ಎಕರೆ ವಿಸ್ತೀರ್ಣದ ಐ.ಆರ್.ಪಿ ತರಬೇತಿ ಕೇಂದ್ರ	[31, 835, 211, 874]
train-column-4	[1188, 1862, 1526, 2331]
paragraph: ಮಂಗಳವಾರ ಕೆ.ಜಿ.ಎಫ್‌ನ ಕರ್ನಾಟಕ ರಾಜ್ಯ ಮೀಸಲು ಪೊಲೀಸ್ (KSRP) 10ನೇ ಬೆಟಾಲಿಯನ್ ಆವರಣದಲ್ಲಿ ನೂತನ ಪೊಲೀಸ್ ವಸತಿ ಗೃಹಗಳ ನಿರ್ಮಾಣಕ್ಕೆ ಶಂಕುಸ್ಥಾಪನೆ ನೆರವೇರಿಸಿ ಅವರು ಮಾತನಾಡಿದರು.	[15, 489, 227, 588]
irp-event-photo	[245, 385, 879, 583]
paragraph: ನಗರಾಭಿವೃದ್ಧಿ ಸಚಿವರು ಹಾಗೂ ಕೋಲಾರ ಜಿಲ್ಲಾ ಉಸ್ತುವಾರಿ ಸಚಿವರಾದ ಬಿ.ಎಸ್. ಸುರೇಶ್ ಅವರು ಮಾತನಾಡಿ ಕೋಲಾರ ಜಿಲ್ಲೆಯ ಇತಿಹಾಸದಲ್ಲೇ ಅಭಿವೃದ್ಧಿ ಪರ್ವ ಆರಂಭವಾಗಿದ್ದು, ಕಳೆದ ಎರಡೂವರೆ ವರ್ಷಗಳಲ್ಲಿ ಸುಮಾರು 10,000 ಕೋಟಿ ರೂಪಾಯಿಗಳಿಗೂ ಅಧಿಕ ಮೊತ್ತದ ಅನುದಾನವನ್ನು ವಿವಿಧ ಅಭಿವೃದ್ಧಿ ಕೆಲಸಗಳಿಗಾಗಿ ನೀಡಲಾಗಿದೆ. ಜಿಲ್ಲೆಯ ಆರೋಗ್ಯ ಸುಧಾರಣೆಗಾಗಿ ಸರ್ಕಾರ ವಿಶೇಷ ಒತ್ತು ನೀಡಿದೆ ಎಂದರು.	[1211, 953, 1526, 1074]
color-swatch-yellow-r	[1459, 2372, 1468, 2381]
red-registration-bar	[210, 2371, 1313, 2381]
irp-column-4	[638, 592, 884, 930]
paragraph: ಐಪಿಎಸ್ ಅಧಿಕಾರಿ ರಾಮಚಂದ್ರ ರಾವ್ ಅವರ ಮಹಿಳೆಯೊಬ್ಬರ ಜೊತೆ ಸರಸ ಸಲ್ಲಾಪದಲ್ಲಿ ತೊಡಗಿರುವ ದೃಶ್ಯ ಸಾರ್ವಜನಿಕಗೊಂಡಿರುವುದರಿಂದ ಸರ್ಕಾರಕ್ಕೆ ಭಾರಿ ಮುಜುಗರ ಉಂಟು ಮಾಡಿದ್ದು, ವಿಧಾನ ಸಭಾ ಚುನಾವಣಾ ಸನ್ನಿವೇಶದಲ್ಲಿ ತೀವ್ರ ಅಸಮಾಧಾನ ವ್ಯಕ್ತಪಡಿಸಿದ್ದರು. ಸಿಟ್ಟಿಗೆದ್ದ	[15, 1224, 307, 1324]
paragraph: ಟಿ.ಅಪ್ಪಯ್ಯಣ್ಣ, ಎಸ್.ಡಿ.ಆನಂದನ್, ಎ.ಪಿಚ್ಚಕಣ್ಣು, ಸಿ.ಆರ್.ಮೂರ್ತಿ, ತಿರುಪತಿ, ಪಿ.ಆನಂದರಾಜ್, ನಿರೇಶ್‌ಬಾಬು, ವಿಜಯನ್, ಎ.ಸಿ.ವೇಲಾಯುದನ್, ಲಿಯೋರಾಜ್, ಶಾಂತಕುಮಾರ್, ನಿಕ್ಸನ್ ಇದ್ದರು.	[1188, 2096, 1526, 2152]
paragraph: "ರೂಪಕಲಾ ಅವರು ಕ್ಷೇತ್ರದ ಅಭಿವೃದ್ಧಿಗಾಗಿ ಅತ್ಯಂತ ವ್ಯವಸ್ಥಿತವಾದ 'ಬ್ಲೂ ಪ್ರಿಂಟ್' (ನೀಲನಕ್ಷೆ) ಸಿದ್ಧಪಡಿಸಿದ್ದಾರೆ. ಮಹಿಳೆಯಾಗಿ ಸಾರ್ವಜನಿಕ ಜೀವನದ ಸವಾಲುಗಳನ್ನು ಮೆಟ್ಟಿ ನಿಂತು ಅವರು ಮಾಡುತ್ತಿರುವ ಕೆಲಸ ಇತರರಿಗೆ ಮಾದರಿ," ಎಂದರು. ಅಲ್ಲದೆ, ಕೆ.ಜಿ.ಎಫ್ ಗಣಿಯ ಇತಿಹಾಸವನ್ನು ಸ್ಮರಿಸಿದ ಅವರು, ದೇಶದ ಆರ್ಥಿಕತೆಗೆ 800 ಟನ್ ಚಿನ್ನ ನೀಡಿದ ಈ ಮಣ್ಣಿನ ಋಣ ತೀರಿಸುವುದು ಸರ್ಕಾರದ ಕರ್ತವ್ಯ ಎಂದು ಭಾವುಕರಾದರು.	[255, 659, 620, 752]
right-ear-portrait	[1273, 8, 1454, 169]
theft-photo	[42, 1846, 252, 2184]
dgp-column-2	[320, 1237, 607, 1402]
ai-column-4	[1188, 1480, 1526, 1754]
edition-date: ಬುಧವಾರ, 21ಜನವರಿ 2026	[662, 2, 773, 36]
color-swatch-black-r	[1448, 2372, 1456, 2381]
ai-event-photo	[734, 1481, 1174, 1683]
train-column-3	[960, 2077, 1178, 2344]
paragraph: ಸ್ಥಳಕ್ಕೆ ಜಿಲ್ಲಾ ಪೊಲೀಸ್ ವರಿಷ್ಠಾಧಿಕಾರಿ ಕನ್ನಿಕಾ ಸಿಕ್ರಿವಾಲ್, ಸರ್ಕಲ್ ಇನ್‌ಸ್ಪೆಕ್ಟರ್ ರಾಮಪ್ಪ ಗುತ್ತೇರ ಮತ್ತು ಸಿಬ್ಬಂದಿ ಸ್ಥಳಕ್ಕೆ ಭೇಟಿ ನೀಡಿ ಪರಿಶೀಲಿಸಿದರು. ಪ್ರಕರಣ ದಾಖಲಿಸಿಕೊಂಡು ತನಿಖೆ ಕೈಗೊಂಡಿದ್ದಾರೆ.	[38, 1670, 435, 1722]
paragraph: ಕೆಜಿಎಫ್ ತಾಲ್ಲೂಕು ಕಾರ್ಯದರ್ಶಿ ಪಿ.ತಂಗರಾಜ್ ಮಾತನಾಡಿ, ನಿಲ್ದಾಣದ ಮೂಲ ಮತ್ತು ಸಮಯದ ಬದಲಾವಣೆಯು ಸಾವಿರಾರು ಕಾರ್ಮಿಕರ ಜೀವನವನ್ನು ದುಸ್ತರಗೊಳಿಸಿದೆ.	[960, 2268, 1178, 2344]
paragraph: ಜಿಲ್ಲಾ ಹೆಚ್ಚುವರಿ ಪೊಲೀಸ್ ವರಿಷ್ಠಾಧಿಕಾರಿ ಜಗದೀಶ್, ಮುಳಬಾಗಿಲು ಸಹಾಯಕ ಪೊಲೀಸ್ ವರಿಷ್ಠಾಧಿಕಾರಿ ಮನಿಷಾ, ಗ್ರಾಮಾಂತರ ಸರ್ಕಲ್ ಇನ್‌ಸ್ಪೆಕ್ಟರ್ ಕೆ.ಜಿ.ಸತೀಶ್, ಸಬ್ ಇನ್‌ಸ್ಪೆಕ್ಟರ್ ಅರುಣ್‌ಗೌಡ ಪಾಟೀಲ್ ಹಾಗೂ ಸಿಬ್ಬಂದಿ ಸ್ಥಳಕ್ಕೆ ಭೇಟಿ ನೀಡಿ ಪರಿಶೀಲನೆ ನಡೆಸಿದ್ದಾರೆ. ಭಾನುವಾರ ಮುಳಬಾಗಿಲು ಗ್ರಾಮಾಂತರ ಪೊಲೀಸ್ ಠಾಣೆಯಲ್ಲಿ ಪ್ರಕರಣ ದಾಖಲಿಸಿದ್ದಾರೆ.	[38, 2200, 435, 2273]
paragraph: ಸುಮಾರು 1,000 ಪೊಲೀಸ್	[266, 934, 390, 950]
paragraph: ಅರಣ್ಯ ಇಲಾಖೆಯ ಸಹಯೋಗದೊಂದಿಗೆ ಈ 100 ಎಕರೆ ಪ್ರದೇಶದಲ್ಲಿ ಪ್ಲಾಂಟೇಶನ್ ಮಾಡುವ ಮೂಲಕ ಹಸಿರು ಆವರಣ ನಿರ್ಮಿಸಲು ಕ್ರಮ ಕೈಗೊಳ್ಳಲಾಗಿದೆ ಎಂದು ತಿಳಿಸಿದರು.	[638, 659, 884, 738]
paragraph: ಕೋಲಾರ ಜಿಲ್ಲೆಯ ಎಸ್ ಎನ್ ಆರ್ ಆಸ್ಪತ್ರೆ ಆವರಣದಲ್ಲಿ ಆರೋಗ್ಯ ಇಲಾಖೆಯ ವಿವಿಧ ನೂತನ ಸೌಲಭ್ಯಗಳನ್ನು ಲೋಕಾರ್ಪಣೆಗೊಳಿಸಿ ಅವರು ಮಾತನಾಡಿದರು.	[890, 803, 1195, 861]
paragraph: ಎಸ್.ಎನ್.ಆರ್ ಜಿಲ್ಲಾ ಆಸ್ಪತ್ರೆಯಲ್ಲಿ 16.5 ಕೋಟಿ ರೂ. ವೆಚ್ಚದಲ್ಲಿ 50 ಹಾಸಿಗೆಗಳ ತುರ್ತು ನಿಗಾ ಘಟಕ (ಸಿಸಿಯು) ಮತ್ತು 20 ಹಾಸಿಗೆಗಳ ಅತ್ಯಾಧುನಿಕ ಡಯಾಲಿಸಿಸ್ ಘಟಕವನ್ನು ಲೋಕಾರ್ಪಣೆ ಮಾಡಲಾಗಿದೆ. ಆಸ್ಪತ್ರೆಯ ದುರಸ್ತಿ ಕಾರ್ಯಕ್ಕಾಗಿ ಹೆಚ್ಚುವರಿಯಾಗಿ 10 ಕೋಟಿ ರೂ. ಅನುದಾನ ನೀಡಲಾಗಿದೆ. ಮಾಲೂರಿಗೆ 40 ಕೋಟಿ ರೂ. ವೆಚ್ಚದಲ್ಲಿ ನೂತನ 100 ಹಾಸಿಗೆಗಳ ಆಸ್ಪತ್ರೆ ನಿರ್ಮಾಣಕ್ಕೆ ಅನುಮೋದನೆ ನೀಡಲಾಗಿದ್ದು, ಶೀಘ್ರವೇ ಟೆಂಡರ್ ಪ್ರಕ್ರಿಯೆ ಆರಂಭವಾಗಲಿದೆ. ಮುಳಬಾಗಿಲಿನಲ್ಲಿ 20 ಕೋಟಿ ರೂ. ವೆಚ್ಚದ ನೂತನ ತಾಯಿ ಮತ್ತು ಮಕ್ಕಳ ಆಸ್ಪತ್ರೆ (ಎಂ.ಸಿ.ಎಚ್) ಕೆಲಸ ಪ್ರಗತಿಯಲ್ಲಿದೆ. ಕೆ.ಜಿ.ಎಫ್ ಆಸ್ಪತ್ರೆಯ ಮೇಲ್ದರ್ಜೆಗೆ 10 ಕೋಟಿ ರೂ. ಮೀಸಲಿಡಲಾಗಿದೆ ಎಂದರು.	[890, 955, 1195, 1160]
health-headline-line1: 'ಗುಣಮಟ್ಟದ ಆರೋಗ್ಯಕ್ಕೆ ಆದ್ಯತೆ'	[890, 632, 1322, 680]
theft-bottom-body	[38, 2198, 435, 2334]
paragraph: ಮಾಲೂರು (41 ಕೋಟಿ ರೂ.), ಮುಳಬಾಗಿಲು (20 ಕೋಟಿ ರೂ.) ಸೇರಿದಂತೆ ಜಿಲ್ಲೆಯಾದ್ಯಂತ ತಾಯಿ ಮತ್ತು ಮಕ್ಕಳ ಆಸ್ಪತ್ರೆ ಹಾಗೂ ಆರೋಗ್ಯ ಕ್ಷೇಮ ಕೇಂದ್ರಗಳ ನಿರ್ಮಾಣಕ್ಕೆ ಕೋಟ್ಯಂತರ ರೂಪಾಯಿ ಬಿಡುಗಡೆ ಮಾಡಲಾಗಿದೆ ಎಂದರು.	[1211, 1189, 1526, 1267]
paragraph: ಮೌಲ್ಯವನ್ನು ಸೀಮಿತಗೊಳಿಸುತ್ತವೆ ಎಂದು ತಿಳಿಸಿದ ಅವರು, ಈ ಹೊಸ ವಿಧಾನದಿಂದ ಕೃಷಿಯಲ್ಲಿ ಸಹಯೋಗಿಸಲಾದ ಒಂದು ಮಹತ್ವದ ಬಳಕೆಯ ಪ್ರಕರಣವನ್ನು ಉಲ್ಲೇಖಿಸಿದರು.	[1188, 1483, 1526, 1537]
masthead-divider	[15, 240, 1524, 244]
train-column-1	[457, 1862, 723, 2331]
website-link[interactable]: https://bevarahani.com	[900, 3, 1036, 18]
footer-print-marks	[0, 2366, 1538, 2408]
address-line: 'ಬೆವರ ಹನಿ' ಕನ್ನಡ ದಿನಪತ್ರಿಕೆ, ವೆಂಕಟಾದ್ರಿ ಬಿಲ್ಡಿಂಗ್, ಕನಕನಪಾಳ್ಯ, ಕೋಲಾರ 563102, ದೂರವಾಣಿ: 9480612021, 9482837088.	[402, 211, 943, 224]
irp-headline-line1: 100 ಎಕರೆಯಲ್ಲಿ ಐ.ಆರ್.ಪಿ ತರಬೇತಿ ಕೇಂದ್ರ	[15, 251, 599, 297]
irp-column-1	[15, 379, 227, 827]
grey-bar-right	[1360, 2372, 1444, 2379]
ai-column-2	[734, 1689, 950, 1765]
train-headline: ಬಂಗಾರಪೇಟೆ ಮಾರ್ಗವಾಗಿ ಮಾರಿಕುಪ್ಪಂಗೆ ರೈಲು : ಸಿಪಿಎಂ ಹೋರಾಟ	[457, 1806, 1165, 1843]
left-ear-role: ಬಿಜೆಪಿ ರಾಷ್ಟ್ರೀಯ ಅಧ್ಯಕ್ಷ	[48, 203, 180, 223]
sidebar-box-title: ಶಾಸಕಿ ರೂಪಕಲಾ ಪರಿಶ್ರಮಕ್ಕೆ ಮೆಚ್ಚುಗೆ	[255, 583, 586, 610]
phone-numbers: 9480612021, 9482837088	[238, 3, 380, 18]
paragraph: ಇಂದು, ಸಿಬ್ಬಂದಿ ಮತ್ತು ಆಡಳಿತ ಸುಧಾರಣಾ ಇಲಾಖೆ (ಇ-ಆಡಳಿತ) ಇಲಾಖೆಯ ವತಿಯಿಂದ ಬೆಂಗಳೂರಿನ ಐಐಎಸ್‌ಸಿಯ ಎವಿ ರಾಮರಾವ್ ಸಭಾಂಗಣದಲ್ಲಿ ಹಮ್ಮಿಕೊಳ್ಳಲಾದ ಉನ್ನತ ಮಟ್ಟದ ಎಐ ಇಂಪ್ಯಾಕ್ಟ್ ಪೂರ್ವ-ಸಮ್ಮಿಟ್ ಕಾರ್ಯಪಡೆ ಸಭೆಯನ್ನು ಉದ್ದೇಶಿಸಿ ಮಾತನಾಡಿದ ಅವರು ರಾಜ್ಯ ಆಡಳಿತದಲ್ಲಿ	[457, 1586, 719, 1681]
paragraph: ಕ್ಷೇತ್ರದ ಗತವೈಭವವನ್ನು ಮರುಕಳಿಸುವ ನಿಟ್ಟಿನಲ್ಲಿ ಶಾಸಕಿ ಎಂ. ರೂಪಕಲಾ ಶಶಿಧರ್ ಅವರು ಒಂದು ಮಹತ್ವದ ಮೈಲಿಗಲ್ಲನ್ನು ಸ್ಥಾಪಿಸಿದ್ದಾರೆ ಎಂದರು.	[15, 880, 227, 959]
paragraph: ಶಾಸಕಿ ಡಾ. ರೂಪಕಲಾ ಶಶಿಧರ್ ಮಾತನಾಡಿ ಸುಮಾರು 100 ಎಕರೆ	[15, 966, 227, 1003]
paragraph: ಬೃಂದಾವನ್ ಎಕ್ಸ್‌ಪ್ರೆಸ್‌ನಂತಹ ರೈಲುಗಳನ್ನು ಹತ್ತಿ ಕೆಜಿಎಫ್‌ಗೆ ಮುಂದಿನ ಪ್ರಯಾಣಕ್ಕಾಗಿ ಬಂಗಾರಪೇಟೆ ಜಂಕ್ಷನ್‌ನಲ್ಲಿ ಕಾಯುವ ಸಾವಿರಾರು ಕಾರ್ಮಿಕರು ಬೃಂದಾವನ್ ಎಕ್ಸ್‌ಪ್ರೆಸ್ ಬಂಗಾರಪೇಟೆ ಜಂಕ್ಷನ್ ತಲುಪುವ ಮುನ್ನವೇ ಈ ರೈಲು (66532) ಬಂಗಾರಪೇಟೆ ಜಂಕ್ಷನ್‌ನಿಂದ ಮಾರಿಕುಪ್ಪಂ ಕಡೆಗೆ ಹೊರಡುವುದರಿಂದ ತೀವ್ರವಾಗಿ ತೊಂದರೆಗೆ ಒಳಗಾಗುತ್ತಿದ್ದಾರೆ. ಅನೇಕ ಸೂಪರ್ ಫಾಸ್ಟ್ ಎಕ್ಸ್‌ಪ್ರೆಸ್ ರೈಲುಗಳು ವೈಟ್‌ಫೀಲ್ಡ್‌ನಲ್ಲಿ ನಿಲ್ಲುವುದಿಲ್ಲವಾದ್ದರಿಂದ ಅವರಿಗೆ ಹತ್ತಲು ಬೇರೆ ರೈಲುಗಳಿಲ್ಲ. ಆದ್ದರಿಂದ ನಂತರ ಬರುವ ಕಿಕ್ಕಿರಿದ ಪ್ಯಾಸೆಂಜರ್ ರೈಲುಗಳಲ್ಲಿ ಹತ್ತಬೇಕಾಗುತ್ತದೆ ಎಂದು ತಿಳಿಸಿದರು.	[1188, 1865, 1526, 2003]
grey-bar-left	[110, 2372, 194, 2379]
irp-column-2	[241, 803, 444, 1017]
paragraph: ತಾಲ್ಲೂಕು ಆಸ್ಪತ್ರೆಗಳಲ್ಲಿ ರಾತ್ರಿ ವೇಳೆ ಹೆರಿಗೆ ಮತ್ತು ತುರ್ತು ಚಿಕಿತ್ಸೆಗಾಗಿ ಸ್ತ್ರೀರೋಗತಜ್ಞರು, ಮಕ್ಕಳ ತಜ್ಞರು ಸೇರಿದಂತೆ ತಜ್ಞ ವೈದ್ಯರ ಮರುಹೊಂದಾಣಿಕೆ ಮಾಡಿ 24 ಗಂಟೆಯೂ ಸೇವೆ ಸಿಗುವಂತೆ ಕ್ರಮ ಕೈಗೊಳ್ಳಲಾಗಿದೆ.	[890, 1233, 1195, 1311]
paragraph: ಸಿಎಂಗೆ ವಿಷಯ ತಿಳಿಸುತ್ತಿದ್ದಂತೆ ತಕ್ಷಣ ಅವರನ್ನ	[345, 1368, 535, 1383]
health-column-1	[890, 736, 1195, 1399]
dgp-photo	[320, 1072, 607, 1231]
left-ear-name: ನಿತಿನ್ ನಬಿನ್	[76, 180, 152, 200]
paragraph: ಕೆಜಿಎಫ್‌ನಲ್ಲಿ ಲಭ್ಯವಿರುವ ಕೈಗಾರಿಕಾ ಭೂಮಿಗೆ ಈ ಕೇಂದ್ರವು ಹೆಚ್ಚಿನ ಭದ್ರತೆ ನೀಡಲಿದ್ದು, ಬೆಂಗಳೂರು-ಚೆನ್ನೈ ಎಕ್ಸ್‌ಪ್ರೆಸ್‌ವೇ	[457, 892, 651, 950]
right-ear-line1: ಶೀಘ್ರವೇ ಬೆಂಗಳೂರಿನಲ್ಲಿ	[1315, 167, 1433, 185]
dgp-headline: ಮಹಿಳೆಯೊಂದಿಗೆ ಸಲ್ಲಾಪ: ಡಿಜಿಪಿ ರಾಮಚಂದ್ರರಾವ್ ಸಸ್ಪೆಂಡ್	[15, 1025, 673, 1064]
antelope-logo	[655, 25, 824, 173]
left-ear-portrait	[27, 8, 196, 178]
